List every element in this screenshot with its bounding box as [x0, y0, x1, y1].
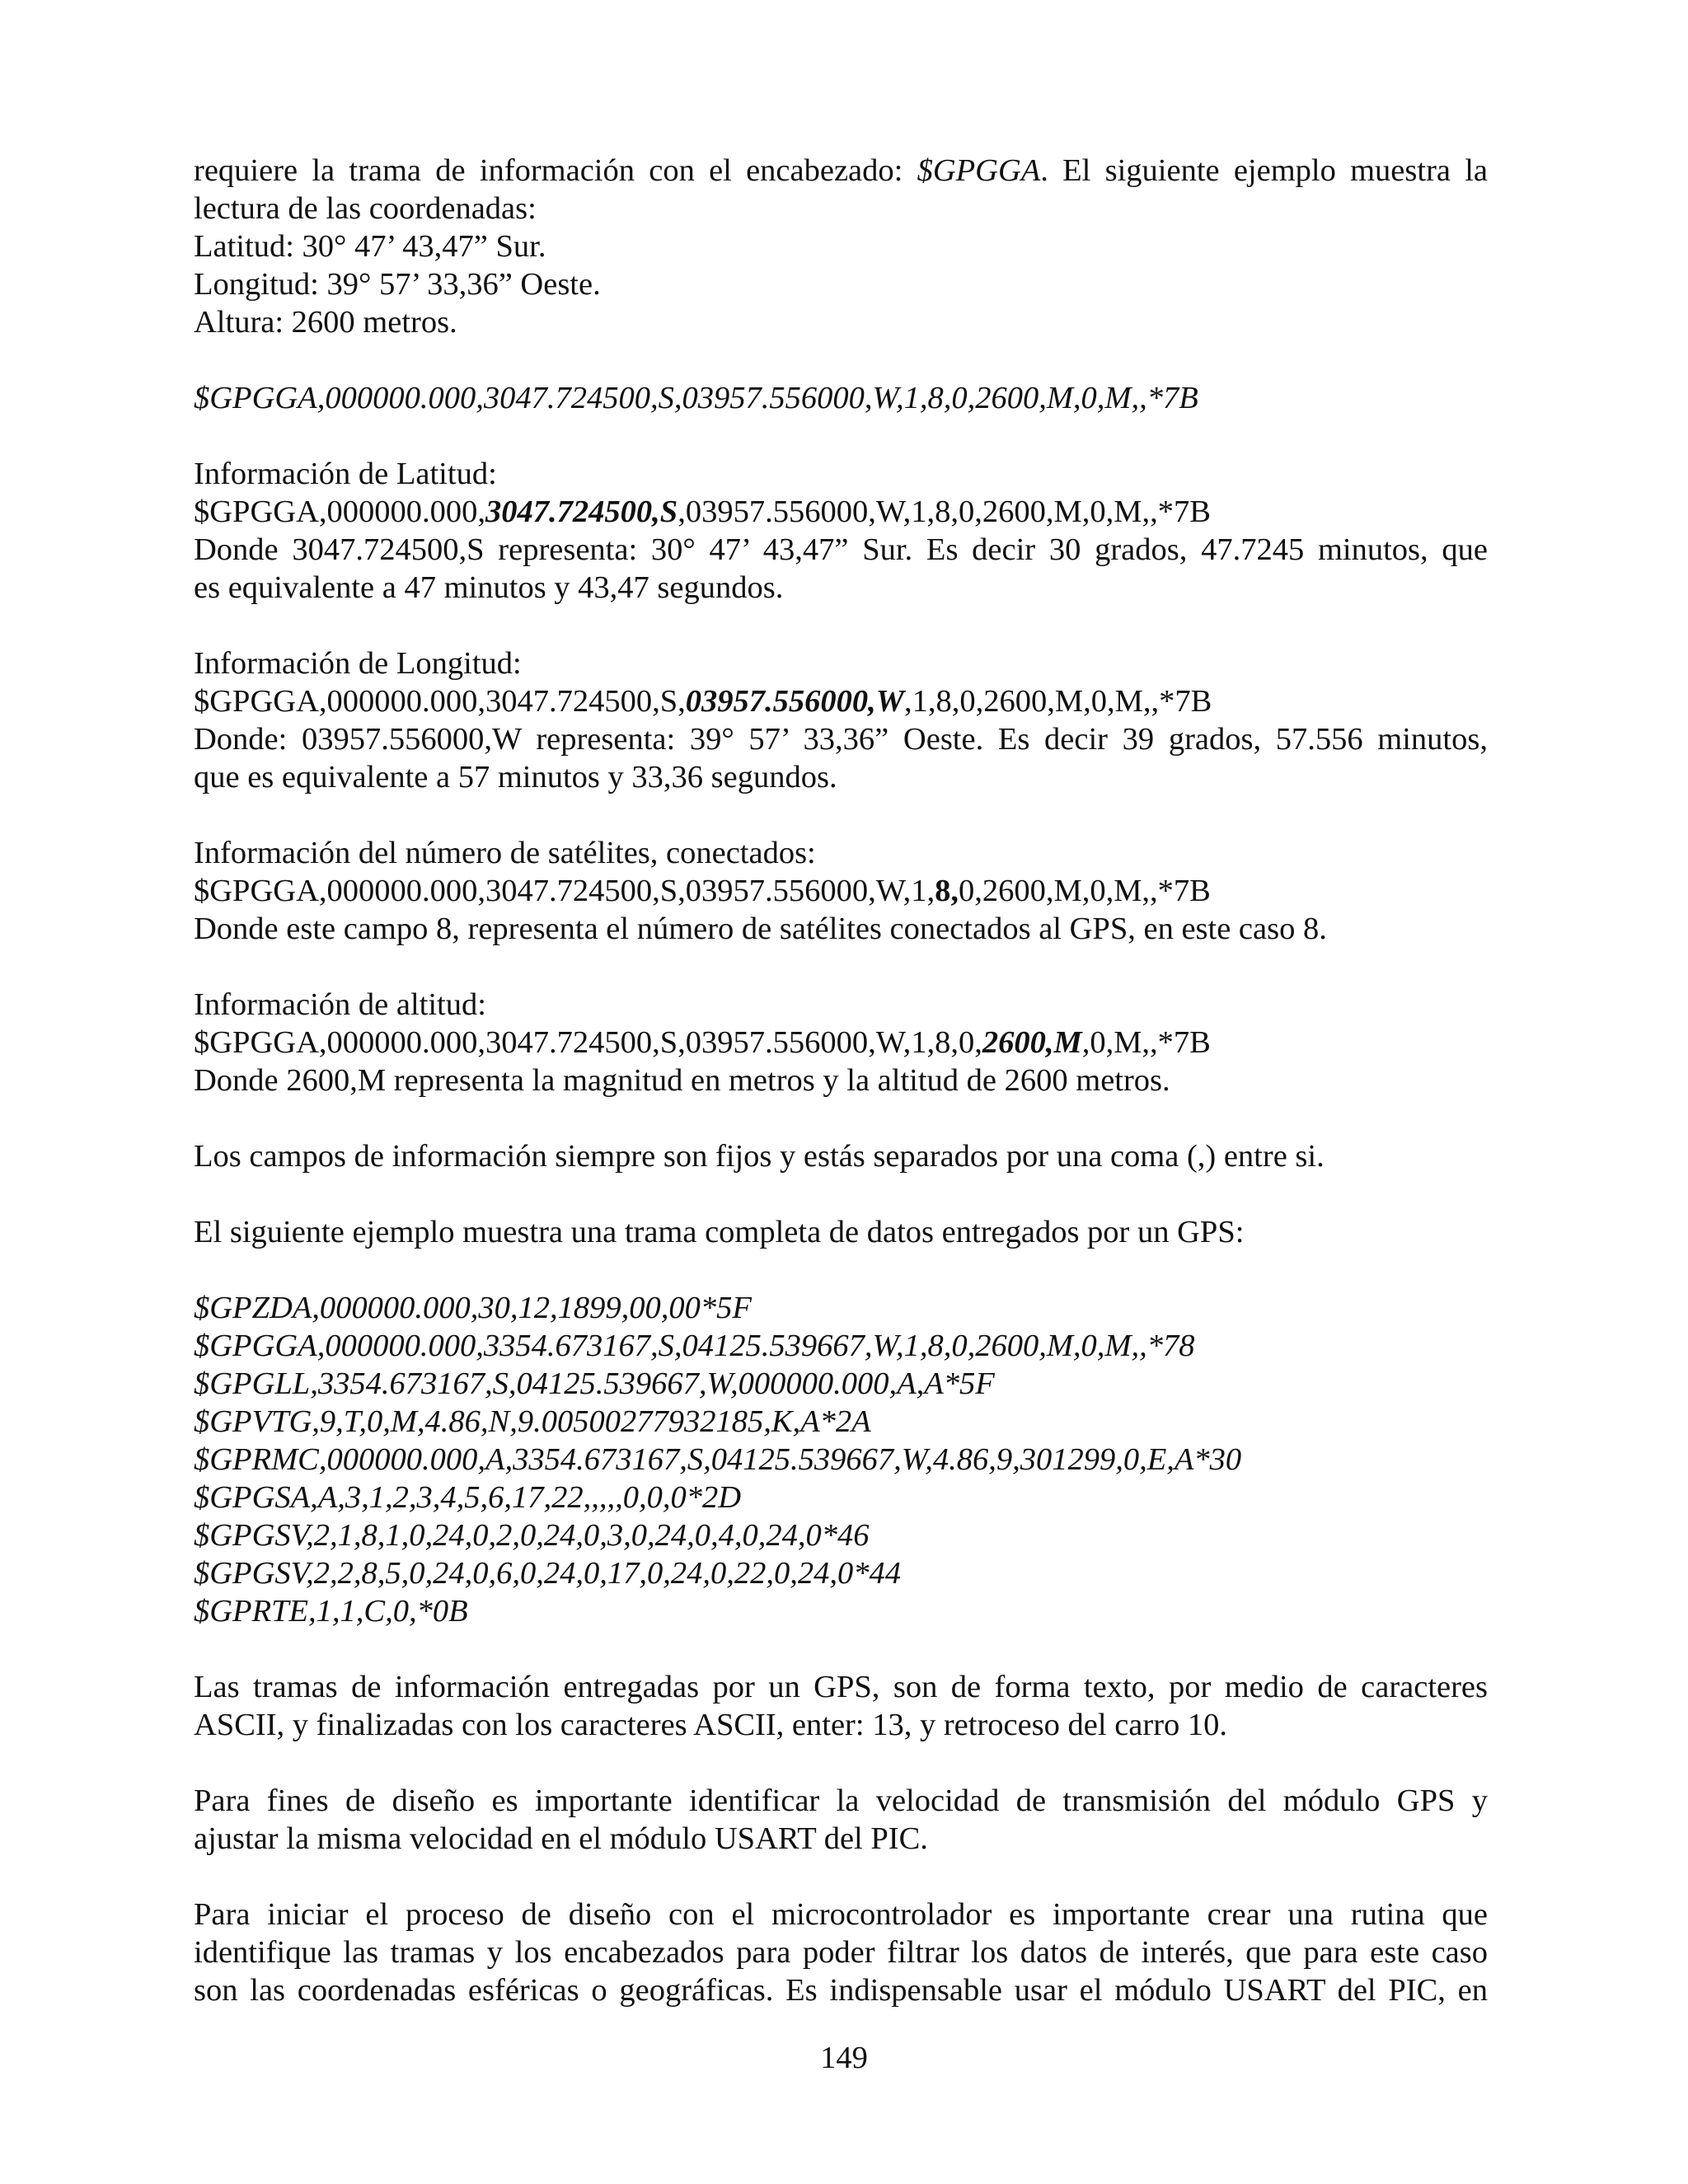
frame-line: $GPRTE,1,1,C,0,*0B	[194, 1594, 468, 1629]
satellites-frame: $GPGGA,000000.000,3047.724500,S,03957.556000,W,1,8,0,2600,M,0,M,,*7B	[194, 874, 1211, 908]
intro-line-2: lectura de las coordenadas:	[194, 191, 537, 226]
longitude-field: 03957.556000,W	[685, 684, 905, 719]
frame-line: $GPGSV,2,2,8,5,0,24,0,6,0,24,0,17,0,24,0,22,0,24,0*44	[194, 1556, 902, 1591]
page-number: 149	[820, 2041, 868, 2075]
satellites-title: Información del número de satélites, conectados:	[194, 836, 816, 870]
latitude-frame: $GPGGA,000000.000,3047.724500,S,03957.556000,W,1,8,0,2600,M,0,M,,*7B	[194, 494, 1211, 529]
altitude-frame: $GPGGA,000000.000,3047.724500,S,03957.556000,W,1,8,0,2600,M,0,M,,*7B	[194, 1025, 1211, 1060]
longitude-title: Información de Longitud:	[194, 646, 522, 681]
satellites-field: 8,	[935, 874, 959, 908]
longitude-value: Longitud: 39° 57’ 33,36” Oeste.	[194, 267, 601, 302]
frame-line: $GPRMC,000000.000,A,3354.673167,S,04125.539667,W,4.86,9,301299,0,E,A*30	[194, 1442, 1242, 1477]
latitude-title: Información de Latitud:	[194, 457, 497, 491]
altitude-field: 2600,M	[982, 1025, 1082, 1060]
intro-line-1: requiere la trama de información con el encabezado: $GPGGA. El siguiente ejemplo muestra la	[194, 153, 1489, 188]
latitude-field: 3047.724500,S	[485, 494, 678, 529]
altitude-desc: Donde 2600,M representa la magnitud en metros y la altitud de 2600 metros.	[194, 1063, 1170, 1098]
paragraph-routine-line-3: son las coordenadas esféricas o geográficas. Es indispensable usar el módulo USART del PIC, en	[194, 1973, 1488, 2008]
latitude-desc-2: es equivalente a 47 minutos y 43,47 segundos.	[194, 570, 784, 605]
longitude-desc-1: Donde: 03957.556000,W representa: 39° 57’ 33,36” Oeste. Es decir 39 grados, 57.556 minutos,	[194, 722, 1488, 757]
frame-line: $GPGSA,A,3,1,2,3,4,5,6,17,22,,,,,0,0,0*2D	[194, 1480, 742, 1515]
complete-frame-intro: El siguiente ejemplo muestra una trama completa de datos entregados por un GPS:	[194, 1215, 1245, 1249]
frame-line: $GPGGA,000000.000,3354.673167,S,04125.539667,W,1,8,0,2600,M,0,M,,*78	[194, 1329, 1195, 1363]
frame-line: $GPVTG,9,T,0,M,4.86,N,9.00500277932185,K,A*2A	[194, 1404, 871, 1439]
paragraph-design-line-1: Para fines de diseño es importante identificar la velocidad de transmisión del módulo GPS y	[194, 1783, 1488, 1818]
paragraph-ascii-line-2: ASCII, y finalizadas con los caracteres ASCII, enter: 13, y retroceso del carro 10.	[194, 1708, 1228, 1742]
paragraph-routine-line-1: Para iniciar el proceso de diseño con el microcontrolador es importante crear una rutina que	[194, 1897, 1488, 1932]
paragraph-ascii-line-1: Las tramas de información entregadas por un GPS, son de forma texto, por medio de caracteres	[194, 1670, 1488, 1704]
gpgga-header: $GPGGA	[917, 153, 1041, 188]
paragraph-routine-line-2: identifique las tramas y los encabezados para poder filtrar los datos de interés, que para este caso	[194, 1935, 1488, 1970]
latitude-value: Latitud: 30° 47’ 43,47” Sur.	[194, 229, 546, 264]
latitude-desc-1: Donde 3047.724500,S representa: 30° 47’ 43,47” Sur. Es decir 30 grados, 47.7245 minutos, que	[194, 532, 1488, 567]
longitude-desc-2: que es equivalente a 57 minutos y 33,36 segundos.	[194, 760, 837, 794]
frame-line: $GPZDA,000000.000,30,12,1899,00,00*5F	[194, 1291, 752, 1325]
example-frame: $GPGGA,000000.000,3047.724500,S,03957.556000,W,1,8,0,2600,M,0,M,,*7B	[194, 381, 1198, 415]
altitude-value: Altura: 2600 metros.	[194, 305, 457, 340]
document-page	[194, 152, 1488, 2009]
longitude-frame: $GPGGA,000000.000,3047.724500,S,03957.556000,W,1,8,0,2600,M,0,M,,*7B	[194, 684, 1212, 719]
frame-line: $GPGSV,2,1,8,1,0,24,0,2,0,24,0,3,0,24,0,4,0,24,0*46	[194, 1518, 870, 1553]
paragraph-design-line-2: ajustar la misma velocidad en el módulo USART del PIC.	[194, 1821, 928, 1856]
altitude-title: Información de altitud:	[194, 987, 486, 1022]
frame-line: $GPGLL,3354.673167,S,04125.539667,W,000000.000,A,A*5F	[194, 1366, 995, 1401]
satellites-desc: Donde este campo 8, representa el número de satélites conectados al GPS, en este caso 8.	[194, 912, 1327, 946]
fields-note: Los campos de información siempre son fijos y estás separados por una coma (,) entre si.	[194, 1139, 1325, 1174]
